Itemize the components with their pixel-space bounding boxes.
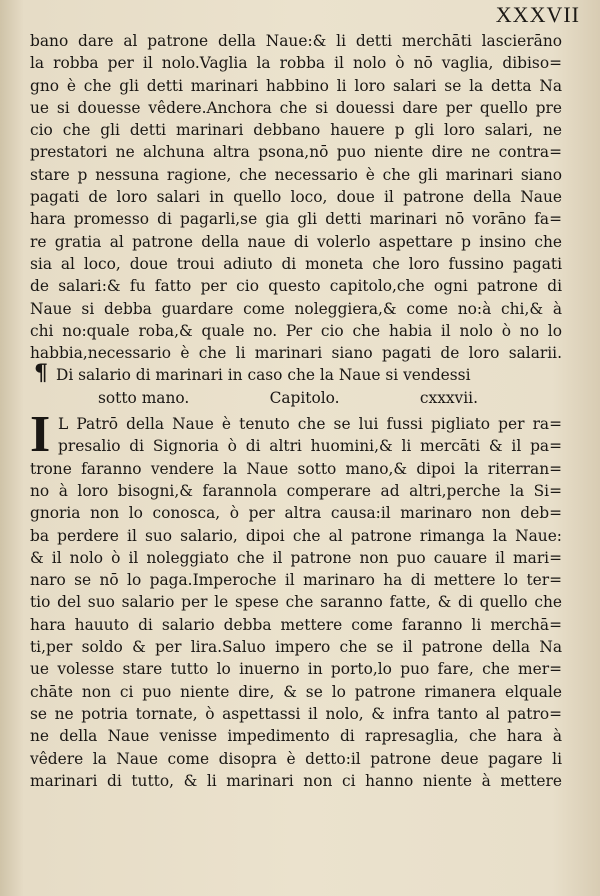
text-line: ue volesse stare tutto lo inuerno in porto,lo puo fare, che mer=	[30, 660, 562, 679]
text-line: trone faranno vendere la Naue sotto mano,& dipoi la riterran=	[30, 459, 562, 478]
drop-capital: I	[30, 406, 51, 464]
text-line: ti,per soldo & per lira.Saluo impero che se il patrone della Na	[30, 638, 562, 657]
text-line: de salari:& fu fatto per cio questo capitolo,che ogni patrone di	[30, 277, 562, 296]
text-line: & il nolo ò il noleggiato che il patrone non puo cauare il mari=	[30, 548, 562, 567]
heading-phrase: sotto mano.	[98, 388, 190, 407]
text-line: Naue si debba guardare come noleggiera,& come no:à chi,& à	[30, 299, 562, 318]
text-line: cio che gli detti marinari debbano hauere p gli loro salari, ne	[30, 121, 562, 140]
text-line: chāte non ci puo niente dire, & se lo patrone rimanera elquale	[30, 682, 562, 701]
text-line: gno è che gli detti marinari habbino li loro salari se la detta Na	[30, 76, 562, 95]
text-line: no à loro bisogni,& farannola comperare ad altri,perche la Si=	[30, 481, 562, 500]
heading-line: Di salario di marinari in caso che la Naue si vendessi	[56, 366, 471, 385]
text-line: ue si douesse vêdere.Anchora che si douessi dare per quello pre	[30, 98, 562, 117]
chapter-heading	[30, 360, 562, 409]
text-line: stare p nessuna ragione, che necessario è che gli marinari siano	[30, 165, 562, 184]
text-line: la robba per il nolo.Vaglia la robba il nolo ò nō vaglia, dibiso=	[30, 54, 562, 73]
text-line: bano dare al patrone della Naue:& li detti merchāti lascierāno	[30, 32, 562, 50]
text-line: habbia,necessario è che li marinari siano pagati de loro salarii.	[30, 344, 562, 363]
heading-line	[42, 387, 478, 409]
pilcrow-mark: ¶	[34, 360, 48, 387]
chapter-label: Capitolo.	[269, 388, 340, 407]
chapter-number: cxxxvii.	[419, 388, 478, 407]
text-line: L Patrō della Naue è tenuto che se lui fussi pigliato per ra=	[58, 415, 562, 434]
text-line: ne della Naue venisse impedimento di rapresaglia, che hara à	[30, 727, 562, 746]
text-line: hara promesso di pagarli,se gia gli detti marinari nō vorāno fa=	[30, 210, 562, 229]
text-line: se ne potria tornate, ò aspettassi il nolo, & infra tanto al patro=	[30, 704, 562, 723]
text-line: sia al loco, doue troui adiuto di moneta che loro fussino pagati	[30, 254, 562, 273]
text-line: prestatori ne alchuna altra psona,nō puo niente dire ne contra=	[30, 143, 562, 162]
text-line: re gratia al patrone della naue di volerlo aspettare p insino che	[30, 232, 562, 251]
text-line: chi no:quale roba,& quale no. Per cio che habia il nolo ò no lo	[30, 321, 562, 340]
paragraph-continued	[30, 30, 562, 364]
page-text	[30, 30, 562, 792]
text-line: ba perdere il suo salario, dipoi che al patrone rimanga la Naue:	[30, 526, 562, 545]
folio-number: XXXVII	[495, 2, 580, 27]
text-line: hara hauuto di salario debba mettere come faranno li merchā=	[30, 615, 562, 634]
text-line: gnoria non lo conosca, ò per altra causa:il marinaro non deb=	[30, 504, 562, 523]
text-line: naro se nō lo paga.Imperoche il marinaro ha di mettere lo ter=	[30, 571, 562, 590]
text-line: marinari di tutto, & li marinari non ci hanno niente à mettere	[30, 771, 562, 790]
text-line: vêdere la Naue come disopra è detto:il patrone deue pagare li	[30, 749, 562, 768]
text-line: presalio di Signoria ò di altri huomini,& li mercāti & il pa=	[58, 437, 562, 456]
text-line: tio del suo salario per le spese che saranno fatte, & di quello che	[30, 593, 562, 612]
text-line: pagati de loro salari in quello loco, doue il patrone della Naue	[30, 188, 562, 207]
chapter-paragraph	[30, 406, 562, 792]
